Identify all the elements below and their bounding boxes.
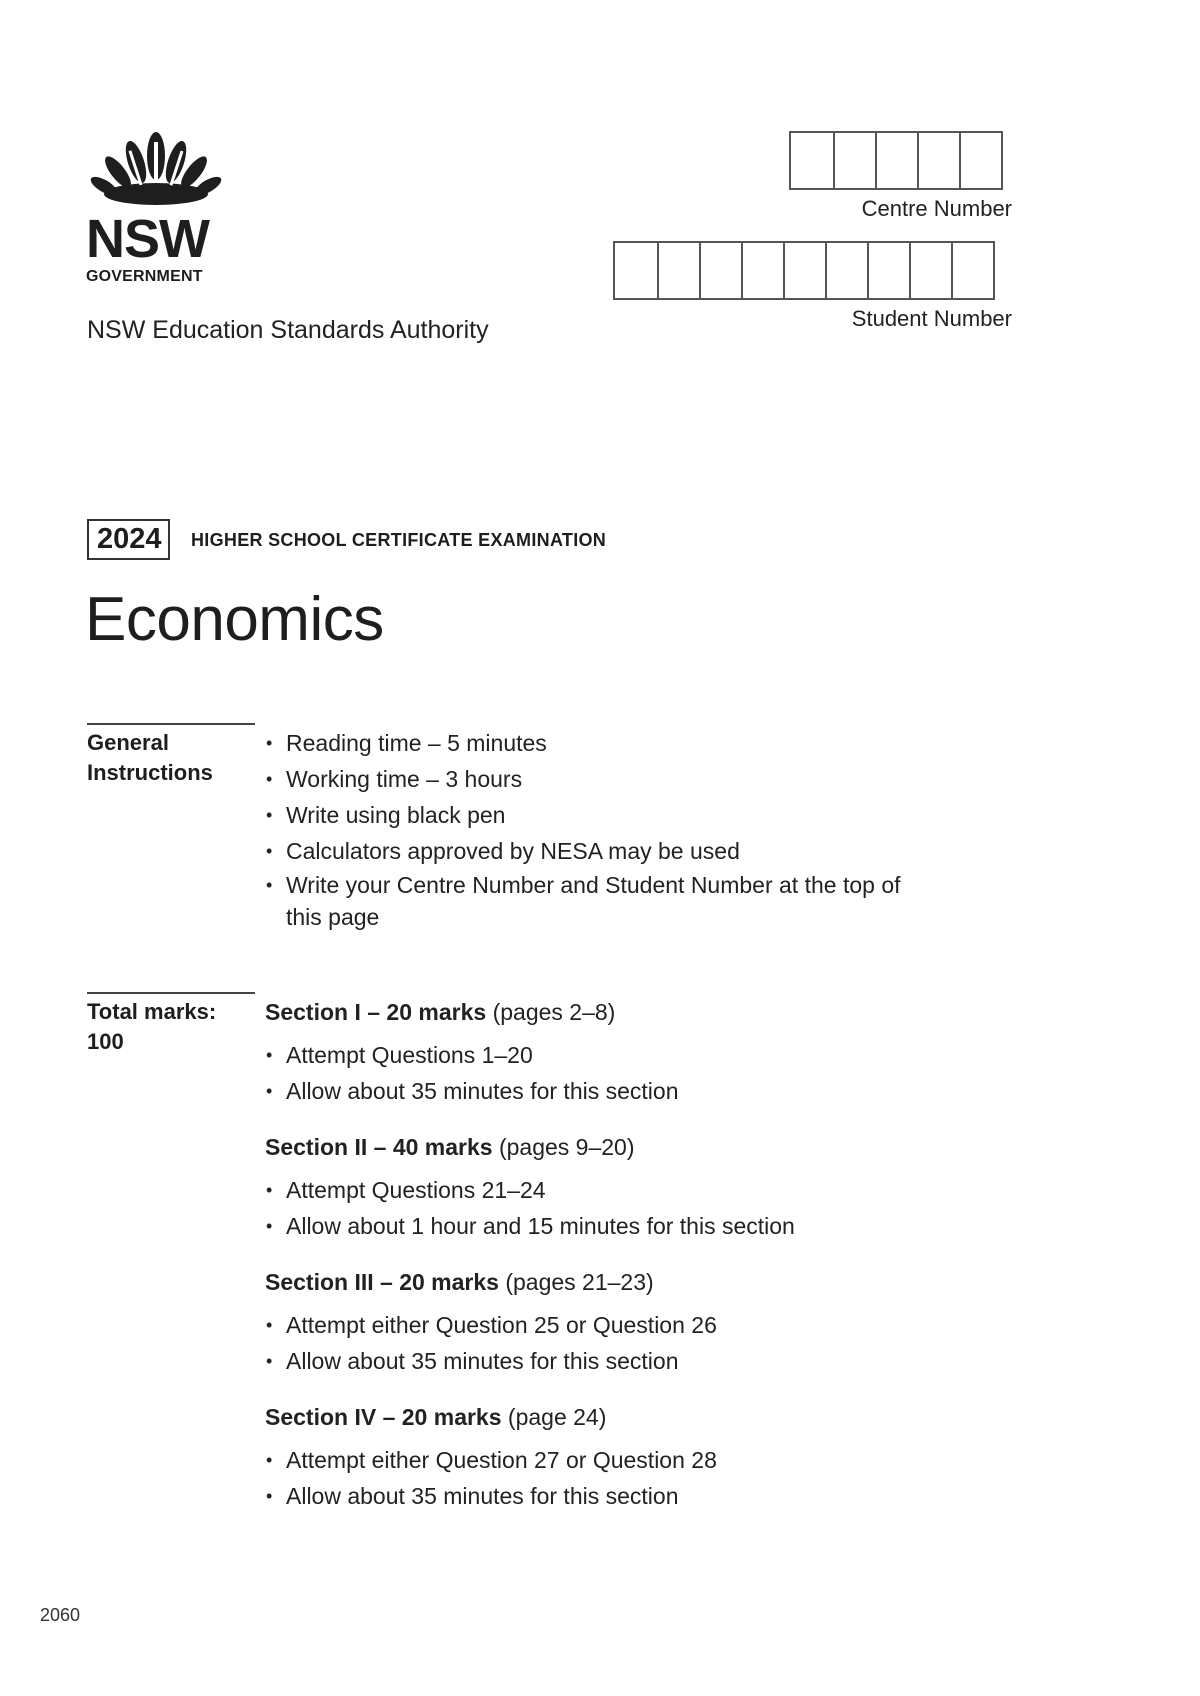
list-item: • Reading time – 5 minutes [262,725,936,761]
student-number-digit-box[interactable] [741,243,783,298]
list-item: • Write your Centre Number and Student Number at the top of this page [262,869,936,933]
centre-number-digit-box[interactable] [791,133,833,188]
total-marks-heading: Total marks: 100 [87,999,217,1054]
logo-government-text: GOVERNMENT [86,268,203,285]
section-4-list [262,1442,717,1514]
list-item: • Calculators approved by NESA may be used [262,833,936,869]
section-2-heading: Section II – 40 marks (pages 9–20) [265,1134,635,1160]
section-1-list [262,1037,678,1109]
total-marks-rule [87,992,255,994]
student-number-digit-box[interactable] [909,243,951,298]
nsw-government-logo [86,128,236,286]
subject-title: Economics [85,585,384,654]
student-number-digit-box[interactable] [825,243,867,298]
student-number-boxes[interactable] [613,241,995,300]
centre-number-label: Centre Number [861,196,1012,221]
section-3-heading: Section III – 20 marks (pages 21–23) [265,1269,654,1295]
centre-number-digit-box[interactable] [833,133,875,188]
student-number-digit-box[interactable] [867,243,909,298]
student-number-digit-box[interactable] [951,243,993,298]
list-item: • Allow about 1 hour and 15 minutes for this section [262,1208,795,1244]
centre-number-digit-box[interactable] [959,133,1001,188]
general-instructions-rule [87,723,255,725]
centre-number-digit-box[interactable] [875,133,917,188]
list-item: • Attempt Questions 21–24 [262,1172,795,1208]
list-item: • Working time – 3 hours [262,761,936,797]
list-item: • Allow about 35 minutes for this section [262,1478,717,1514]
list-item: • Allow about 35 minutes for this section [262,1073,678,1109]
exam-year: 2024 [87,519,170,560]
centre-number-boxes[interactable] [789,131,1003,190]
section-3-list [262,1307,717,1379]
logo-nsw-text: NSW [86,209,209,269]
list-item: • Allow about 35 minutes for this section [262,1343,717,1379]
list-item: • Write using black pen [262,797,936,833]
section-1-heading: Section I – 20 marks (pages 2–8) [265,999,616,1025]
paper-code: 2060 [40,1605,81,1625]
list-item: • Attempt Questions 1–20 [262,1037,678,1073]
student-number-digit-box[interactable] [783,243,825,298]
list-item: • Attempt either Question 27 or Question 28 [262,1442,717,1478]
student-number-digit-box[interactable] [615,243,657,298]
list-item: • Attempt either Question 25 or Question 26 [262,1307,717,1343]
student-number-label: Student Number [851,306,1012,331]
centre-number-digit-box[interactable] [917,133,959,188]
general-instructions-list [262,725,936,933]
student-number-digit-box[interactable] [699,243,741,298]
authority-name: NSW Education Standards Authority [87,316,489,344]
section-4-heading: Section IV – 20 marks (page 24) [265,1404,607,1430]
student-number-digit-box[interactable] [657,243,699,298]
waratah-flower-icon [86,128,226,208]
exam-title: HIGHER SCHOOL CERTIFICATE EXAMINATION [191,530,607,550]
general-instructions-heading: General Instructions [87,730,213,785]
section-2-list [262,1172,795,1244]
